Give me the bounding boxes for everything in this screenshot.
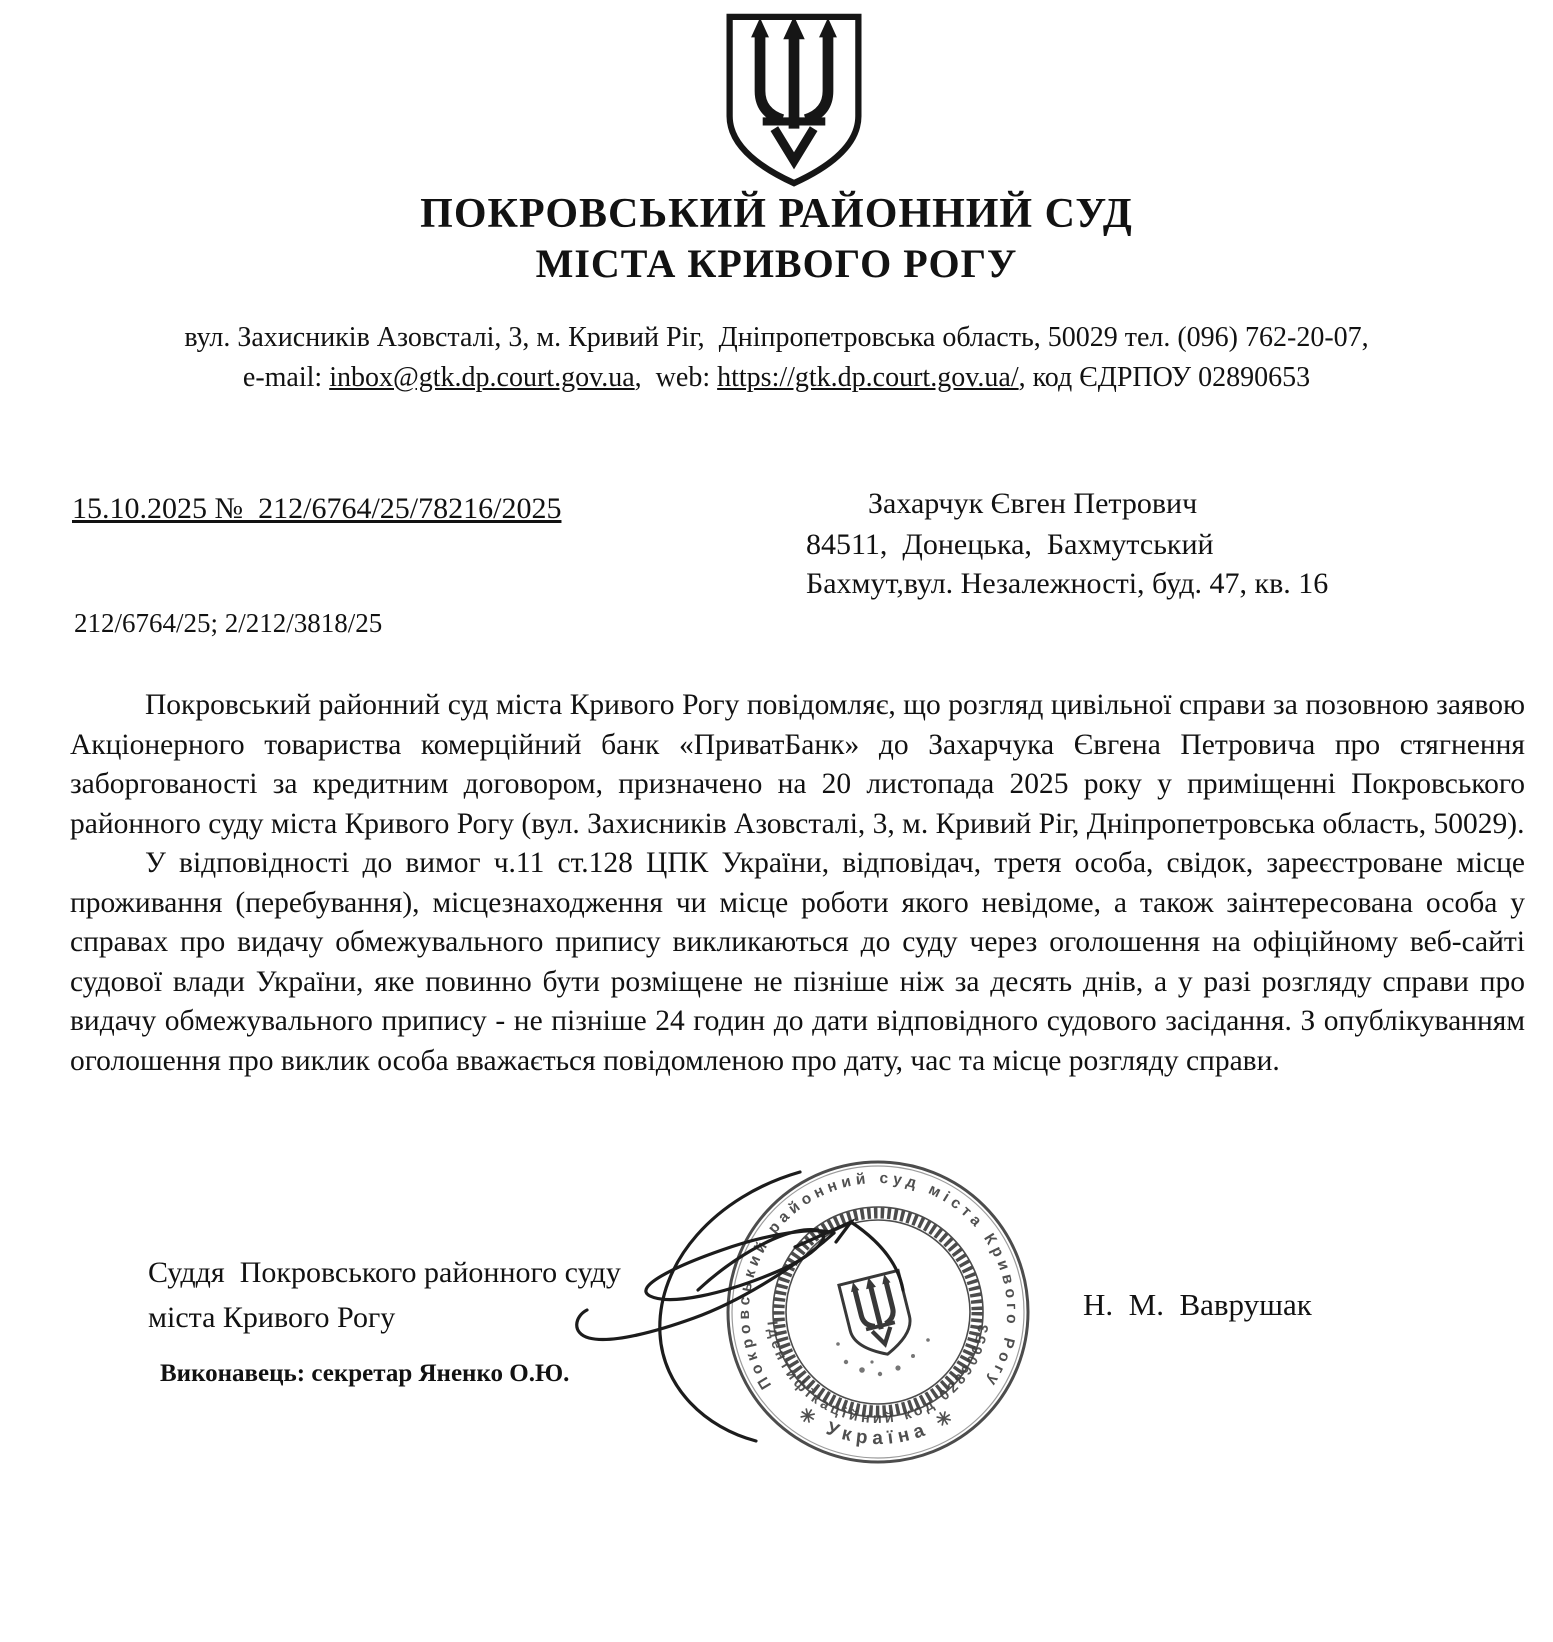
recipient-address-line1: 84511, Донецька, Бахмутський [806, 528, 1214, 561]
letter-body [70, 686, 1525, 1081]
web-label: web: [655, 362, 711, 393]
stamp-id-ring-text: Ідентифікаційний код 02890653 [763, 1320, 993, 1428]
recipient-name: Захарчук Євген Петрович [868, 487, 1198, 520]
stamp-outer-ring-text: Покровський районний суд міста Кривого Рогу [735, 1169, 1021, 1393]
court-name-line1: ПОКРОВСЬКИЙ РАЙОННИЙ СУД [420, 191, 1133, 237]
executor-line: Виконавець: секретар Яненко О.Ю. [160, 1360, 570, 1387]
email-separator: , [634, 362, 642, 393]
judge-title-line2: міста Кривого Рогу [148, 1301, 396, 1334]
web-value: https://gtk.dp.court.gov.ua/ [717, 362, 1019, 393]
email-label: e-mail: [242, 362, 323, 393]
recipient-address-line2: Бахмут,вул. Незалежності, буд. 47, кв. 16 [806, 567, 1329, 600]
court-address-line: вул. Захисників Азовсталі, 3, м. Кривий Ріг, Дніпропетровська область, 50029 тел. (096) 762-20-07, [184, 322, 1369, 353]
judge-title-line1: Суддя Покровського районного суду [148, 1256, 621, 1289]
case-numbers: 212/6764/25; 2/212/3818/25 [74, 608, 383, 638]
body-paragraph-1: Покровський районний суд міста Кривого Рогу повідомляє, що розгляд цивільної справи за позовною заявою Акціонерного товариства комерційний банк «ПриватБанк» до Захарчука Євгена Петровича про стягнення заборгованості за кредитним договором, призначено на 20 листопада 2025 року у приміщенні Покровського районного суду міста Кривого Рогу (вул. Захисників Азовсталі, 3, м. Кривий Ріг, Дніпропетровська область, 50029). [70, 689, 1525, 840]
outgoing-date-number: 15.10.2025 № 212/6764/25/78216/2025 [72, 492, 562, 525]
court-contact-line [0, 362, 1553, 394]
court-name-line2: МІСТА КРИВОГО РОГУ [535, 241, 1018, 286]
stamp-country-text: ✳ Україна ✳ [794, 1403, 962, 1450]
body-paragraph-2: У відповідності до вимог ч.11 ст.128 ЦПК України, відповідач, третя особа, свідок, зареєстроване місце проживання (перебування), місцезнаходження чи місце роботи якого невідоме, а також заінтересована особа у справах про видачу обмежувального припису викликаються до суду через оголошення на офіційному веб-сайті судової влади України, яке повинно бути розміщене не пізніше ніж за десять днів, а у разі розгляду справи про видачу обмежувального припису - не пізніше 24 годин до дати відповідного судового засідання. З опублікуванням оголошення про виклик особа вважається повідомленою про дату, час та місце розгляду справи. [70, 847, 1525, 1077]
email-value: inbox@gtk.dp.court.gov.ua [329, 362, 635, 393]
judge-name: Н. М. Ваврушак [1083, 1287, 1312, 1322]
judge-signature [520, 1130, 1080, 1470]
trident-icon [718, 8, 870, 192]
edrpou-code: , код ЄДРПОУ 02890653 [1018, 362, 1311, 393]
